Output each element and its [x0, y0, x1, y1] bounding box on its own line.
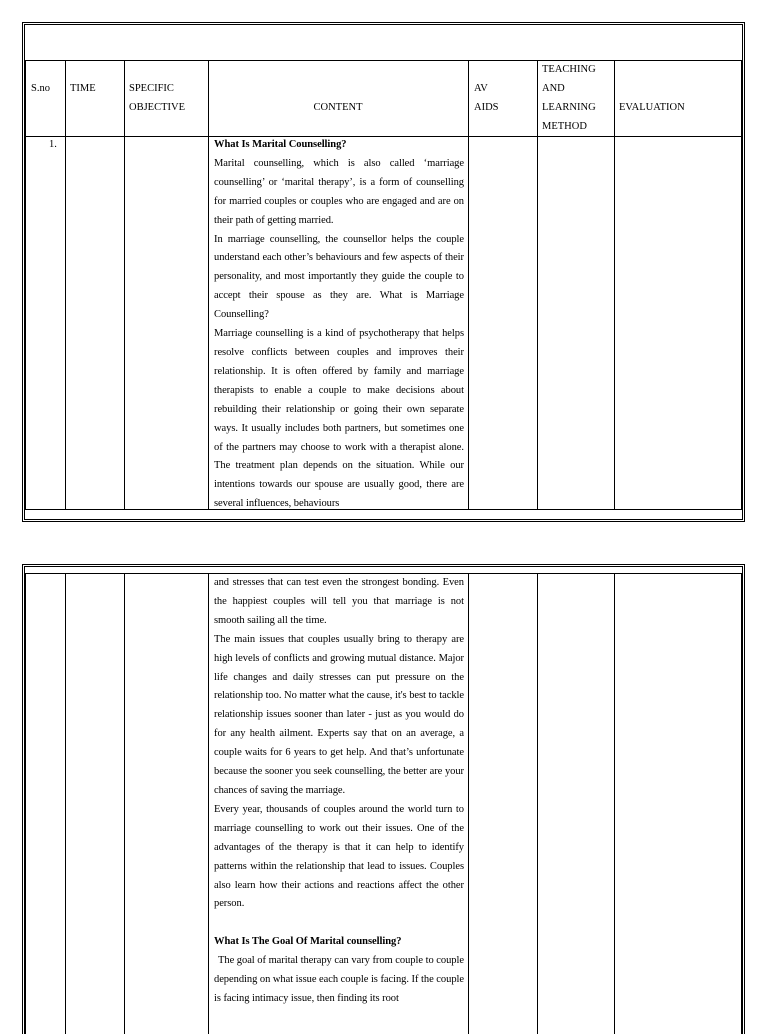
column-divider [468, 573, 469, 1034]
section-heading: What Is The Goal Of Marital counselling? [214, 936, 402, 948]
column-divider [741, 573, 742, 1034]
table-top-border [25, 60, 742, 61]
column-divider [65, 573, 66, 1034]
paragraph: and stresses that can test even the strongest bonding. Even the happiest couples will tell you that marriage is not smooth sailing all the time. [214, 577, 464, 626]
header-av-aids: AV AIDS [474, 83, 499, 113]
column-divider [741, 60, 742, 509]
section-heading: What Is Marital Counselling? [214, 139, 347, 150]
header-teaching-learning-method: TEACHING AND LEARNING METHOD [542, 64, 596, 132]
document-page-2 [22, 564, 745, 1034]
content-cell [214, 136, 464, 514]
column-divider [537, 573, 538, 1034]
header-content: CONTENT [313, 102, 363, 113]
paragraph: The main issues that couples usually bring to therapy are high levels of conflicts and growing mutual distance. Major life changes and daily stresses can put pressure on the relationship too. No matter what the cause, it's best to tackle relationship issues sooner than later - just as you would do for any health ailment. Experts say that on an average, a couple waits for 6 years to get help. And that’s unfortunate because the sooner you seek counselling, the better are your chances of saving the marriage. [214, 633, 464, 796]
row-number: 1. [49, 139, 57, 150]
header-specific-objective: SPECIFIC OBJECTIVE [129, 83, 185, 113]
column-divider [614, 60, 615, 509]
column-divider [614, 573, 615, 1034]
column-divider [25, 60, 26, 509]
header-evaluation: EVALUATION [619, 102, 685, 113]
paragraph: In marriage counselling, the counsellor helps the couple understand each other’s behaviours and few aspects of their personality, and most importantly they guide the couple to accept their spouse as they are. What is Marriage Counselling? [214, 233, 464, 321]
paragraph: The goal of marital therapy can vary from couple to couple depending on what issue each couple is facing. If the couple is facing intimacy issue, then finding its root [214, 955, 464, 1004]
column-divider [25, 573, 26, 1034]
paragraph: Marital counselling, which is also called ‘marriage counselling’ or ‘marital therapy’, is a form of counselling for married couples or couples who are engaged and are on their path of getting married. [214, 157, 464, 226]
column-divider [468, 60, 469, 509]
document-page-1 [22, 22, 745, 522]
header-sno: S.no [31, 83, 50, 94]
paragraph: Every year, thousands of couples around the world turn to marriage counselling to work out their issues. One of the advantages of the therapy is that it can help to identify patterns within the relationship that lead to issues. Couples also learn how their actions and reactions affect the other person. [214, 803, 464, 910]
column-divider [65, 60, 66, 509]
content-cell [214, 574, 464, 1009]
column-divider [208, 573, 209, 1034]
column-divider [124, 60, 125, 509]
header-time: TIME [70, 83, 96, 94]
column-divider [537, 60, 538, 509]
paragraph: Marriage counselling is a kind of psychotherapy that helps resolve conflicts between couples and improves their relationship. It is often offered by family and marriage therapists to enable a couple to make decisions about rebuilding their relationship or going their own separate ways. It usually includes both partners, but sometimes one of the partners may choose to work with a therapist alone. The treatment plan depends on the situation. While our intentions towards our spouse are usually good, there are several influences, behaviours [214, 328, 464, 510]
column-divider [124, 573, 125, 1034]
column-divider [208, 60, 209, 509]
